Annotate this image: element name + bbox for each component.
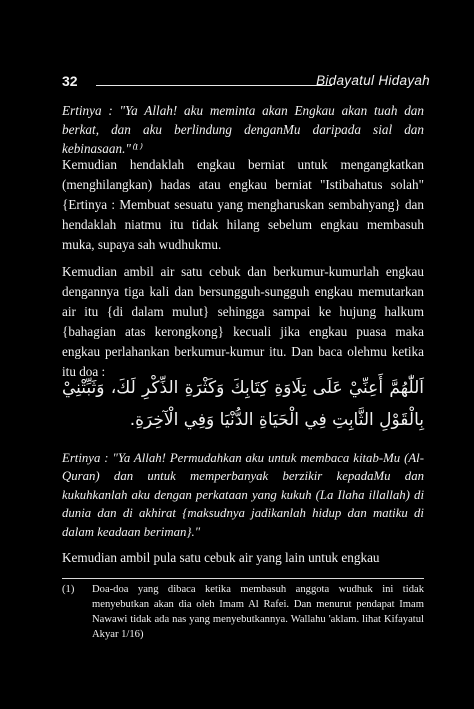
running-title: Bidayatul Hidayah [316, 73, 430, 88]
footnote-marker: (1) [62, 584, 75, 595]
page-header [62, 72, 430, 92]
footnote-rule [62, 578, 424, 579]
header-rule [96, 85, 332, 86]
translation-paragraph-2: Ertinya : "Ya Allah! Permudahkan aku untuk membaca kitab-Mu (Al-Quran) dan untuk memperbanyak berzikir kepadaMu dan kukuhkanlah aku dengan perkataan yang kukuh (La Ilaha illallah) di dunia dan di akhirat {maksudnya jadikanlah hidup dan matiku di dalam keadaan beriman}." [62, 451, 424, 539]
body-paragraph-niat: Kemudian hendaklah engkau berniat untuk mengangkatkan (menghilangkan) hadas atau engkau berniat "Istibahatus solah" {Ertinya : Membuat sesuatu yang mengharuskan sembahyang} dan hendaklah niatmu itu tidak hilang sebelum engkau membasuh muka, supaya sah wudhukmu. [62, 157, 424, 252]
body-paragraph-berkumur: Kemudian ambil air satu cebuk dan berkumur-kumurlah engkau dengannya tiga kali dan bersungguh-sungguh engkau memutarkan air itu {di dalam mulut} sehingga sampai ke hujung halkum {bahagian atas kerongkong} kecuali jika engkau puasa maka engkau perlahankan berkumur-kumur itu. Dan baca olehmu ketika itu doa : [62, 264, 424, 379]
body-paragraph-continue: Kemudian ambil pula satu cebuk air yang lain untuk engkau [62, 550, 380, 565]
footnote-text: Doa-doa yang dibaca ketika membasuh anggota wudhuk ini tidak menyebutkan akan dia oleh Imam Al Rafei. Dan menurut pendapat Imam Nawawi tidak ada nas yang menyebutkannya. Wallahu 'aklam. lihat Kifayatul Akyar 1/16) [92, 584, 424, 640]
translation-paragraph-1: Ertinya : "Ya Allah! aku meminta akan Engkau akan tuah dan berkat, dan aku berlindung denganMu daripada sial dan kebinasaan."⁽¹⁾ [62, 103, 424, 156]
page-number: 32 [62, 73, 78, 89]
footnote [62, 582, 424, 642]
arabic-doa-line-1: اَللّٰهُمَّ أَعِنِّيْ عَلَى تِلَاوَةِ كِتَابِكَ وَكَثْرَةِ الذِّكْرِ لَكَ، وَثَبِّتْنِيْ [62, 378, 424, 398]
arabic-doa-line-2: بِالْقَوْلِ الثَّابِتِ فِي الْحَيَاةِ الدُّنْيَا وَفِي الْآخِرَةِ. [129, 410, 424, 430]
